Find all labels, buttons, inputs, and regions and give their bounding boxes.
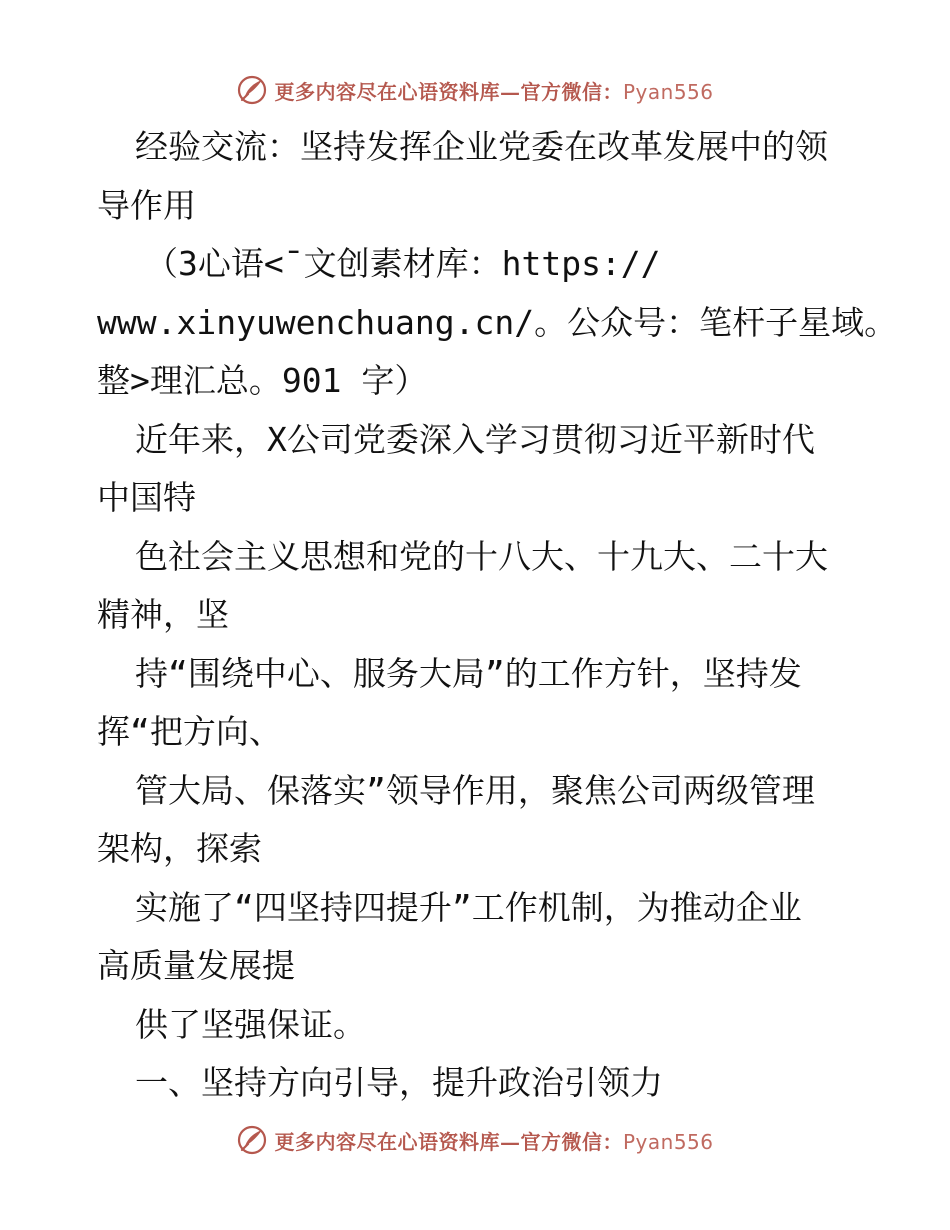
doc-line-paragraph: 高质量发展提 — [97, 946, 295, 985]
doc-line-paragraph: 供了坚强保证。 — [135, 1004, 366, 1044]
doc-line-title-1: 经验交流：坚持发挥企业党委在改革发展中的领 — [135, 127, 828, 166]
doc-line-paragraph: 色社会主义思想和党的十八大、十九大、二十大 — [135, 536, 828, 576]
doc-line-paragraph: 管大局、保落实”领导作用，聚焦公司两级管理 — [135, 770, 815, 810]
doc-line-paragraph: 持“围绕中心、服务大局”的工作方针，坚持发 — [135, 653, 802, 693]
doc-line-paragraph: 挥“把方向、 — [97, 712, 282, 751]
doc-line-paragraph: 近年来，X公司党委深入学习贯彻习近平新时代 — [135, 419, 815, 459]
quill-pen-logo-icon — [236, 1124, 268, 1156]
quill-pen-logo-icon — [236, 74, 268, 106]
doc-line-source-2: www.xinyuwenchuang.cn/。公众号：笔杆子星域。 — [97, 302, 898, 342]
doc-line-title-2: 导作用 — [97, 185, 196, 225]
doc-line-source-1: （3心语<¯文创素材库：https:// — [145, 244, 661, 283]
footer-watermark-banner — [0, 1120, 950, 1160]
header-watermark-text: 更多内容尽在心语资料库—官方微信：Pyan556 — [274, 79, 714, 104]
document-body — [97, 118, 898, 1113]
doc-line-paragraph: 中国特 — [97, 478, 196, 517]
doc-line-paragraph: 精神，坚 — [97, 595, 229, 634]
footer-watermark-text: 更多内容尽在心语资料库—官方微信：Pyan556 — [274, 1129, 714, 1154]
doc-line-section-heading: 一、坚持方向引导，提升政治引领力 — [135, 1063, 663, 1102]
doc-line-source-3: 整>理汇总。901 字） — [97, 361, 428, 400]
header-watermark-banner — [0, 70, 950, 110]
doc-line-paragraph: 架构，探索 — [97, 829, 262, 868]
doc-line-paragraph: 实施了“四坚持四提升”工作机制，为推动企业 — [135, 887, 802, 927]
